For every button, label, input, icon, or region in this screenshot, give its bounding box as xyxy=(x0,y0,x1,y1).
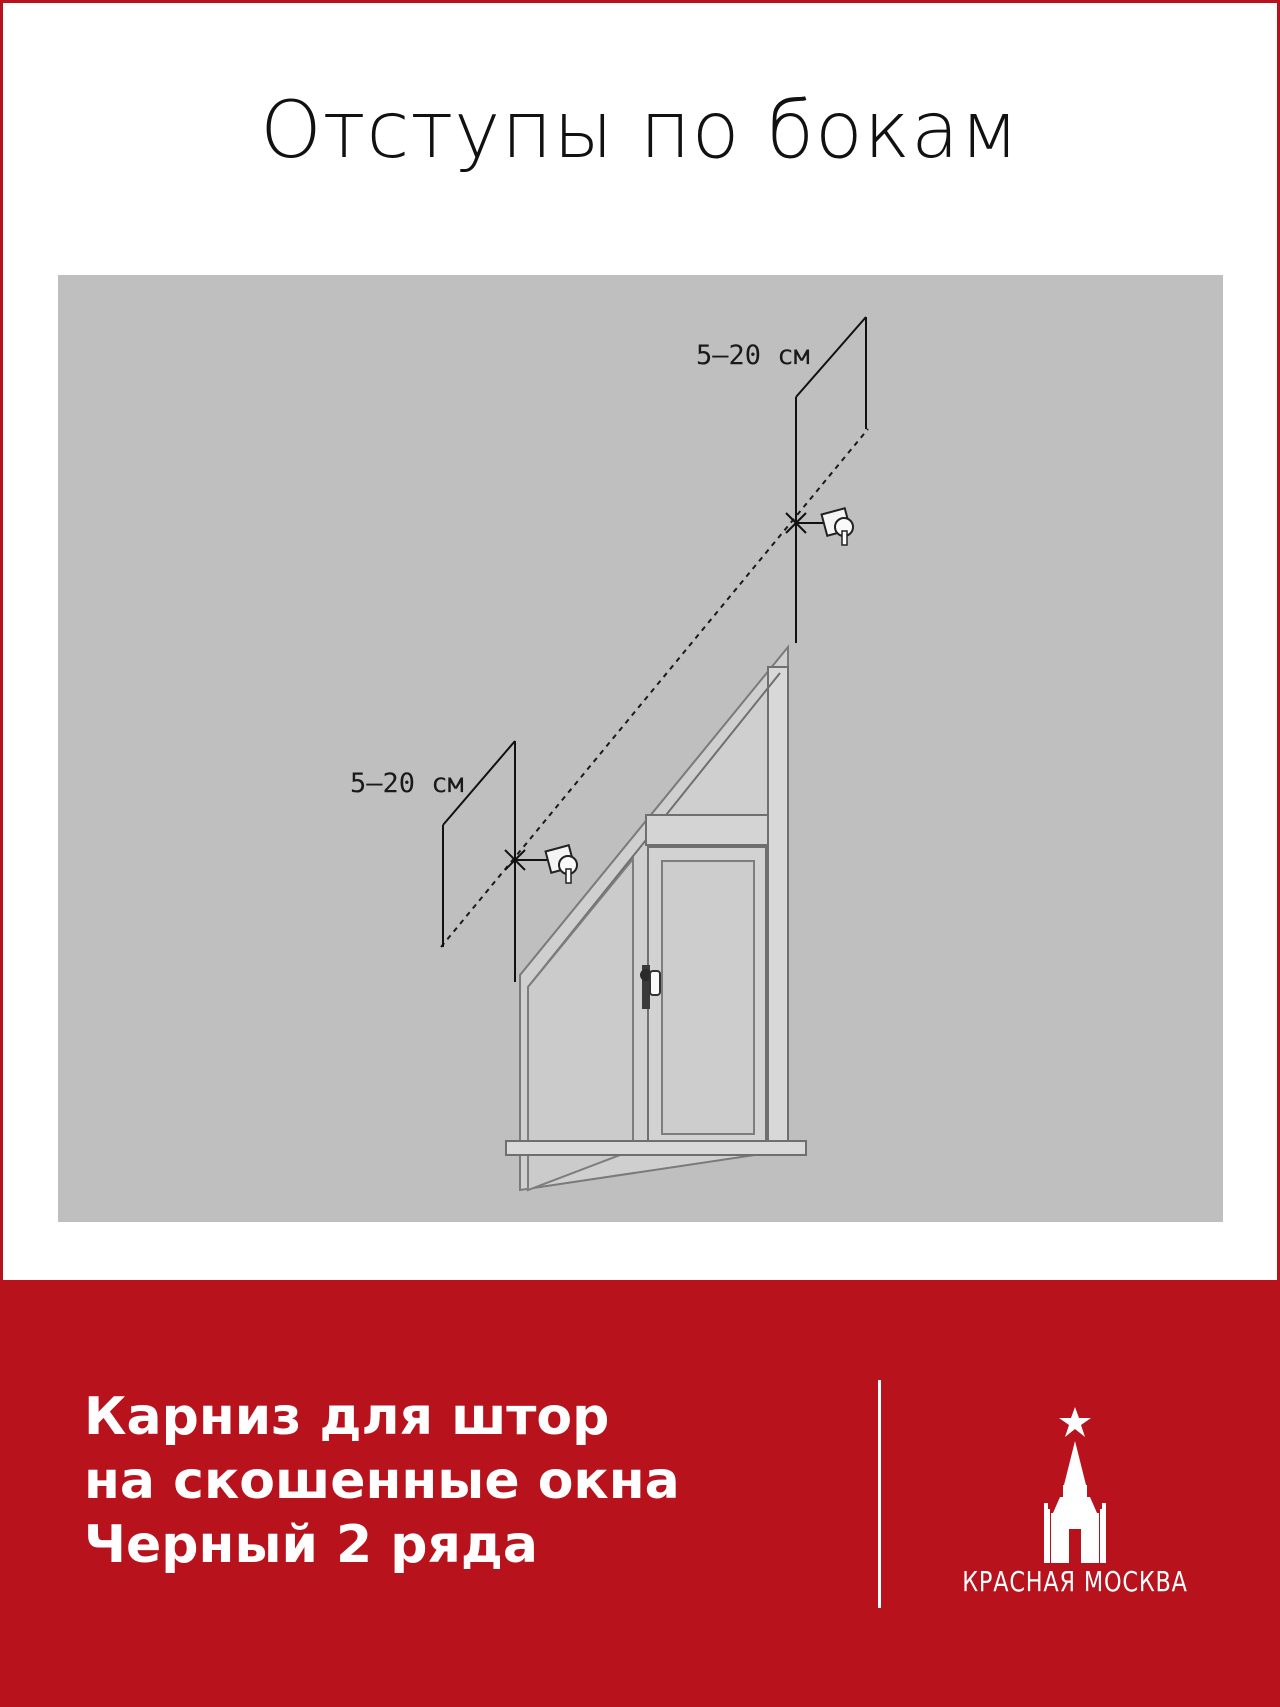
diagram-drawing xyxy=(58,275,1223,1222)
page-title: Отступы по бокам xyxy=(260,86,1020,176)
product-banner xyxy=(0,1280,1280,1707)
window-jamb xyxy=(768,667,788,1152)
right-offset-label: 5–20 см xyxy=(696,340,810,371)
door-glass xyxy=(662,861,754,1134)
banner-divider xyxy=(878,1380,881,1608)
window-transom xyxy=(646,815,768,845)
product-name-line-2: на скошенные окна xyxy=(84,1451,680,1511)
product-name xyxy=(84,1385,680,1577)
left-bracket-icon xyxy=(546,845,577,883)
brand-logo xyxy=(900,1405,1250,1615)
brand-name: КРАСНАЯ МОСКВА xyxy=(962,1565,1188,1598)
window-sill xyxy=(506,1141,806,1155)
product-name-line-1: Карниз для штор xyxy=(84,1387,610,1447)
installation-diagram xyxy=(58,275,1223,1222)
product-name-line-3: Черный 2 ряда xyxy=(84,1515,538,1575)
left-offset-label: 5–20 см xyxy=(350,768,464,799)
kremlin-tower-icon xyxy=(900,1405,1250,1565)
right-bracket-icon xyxy=(822,508,853,545)
